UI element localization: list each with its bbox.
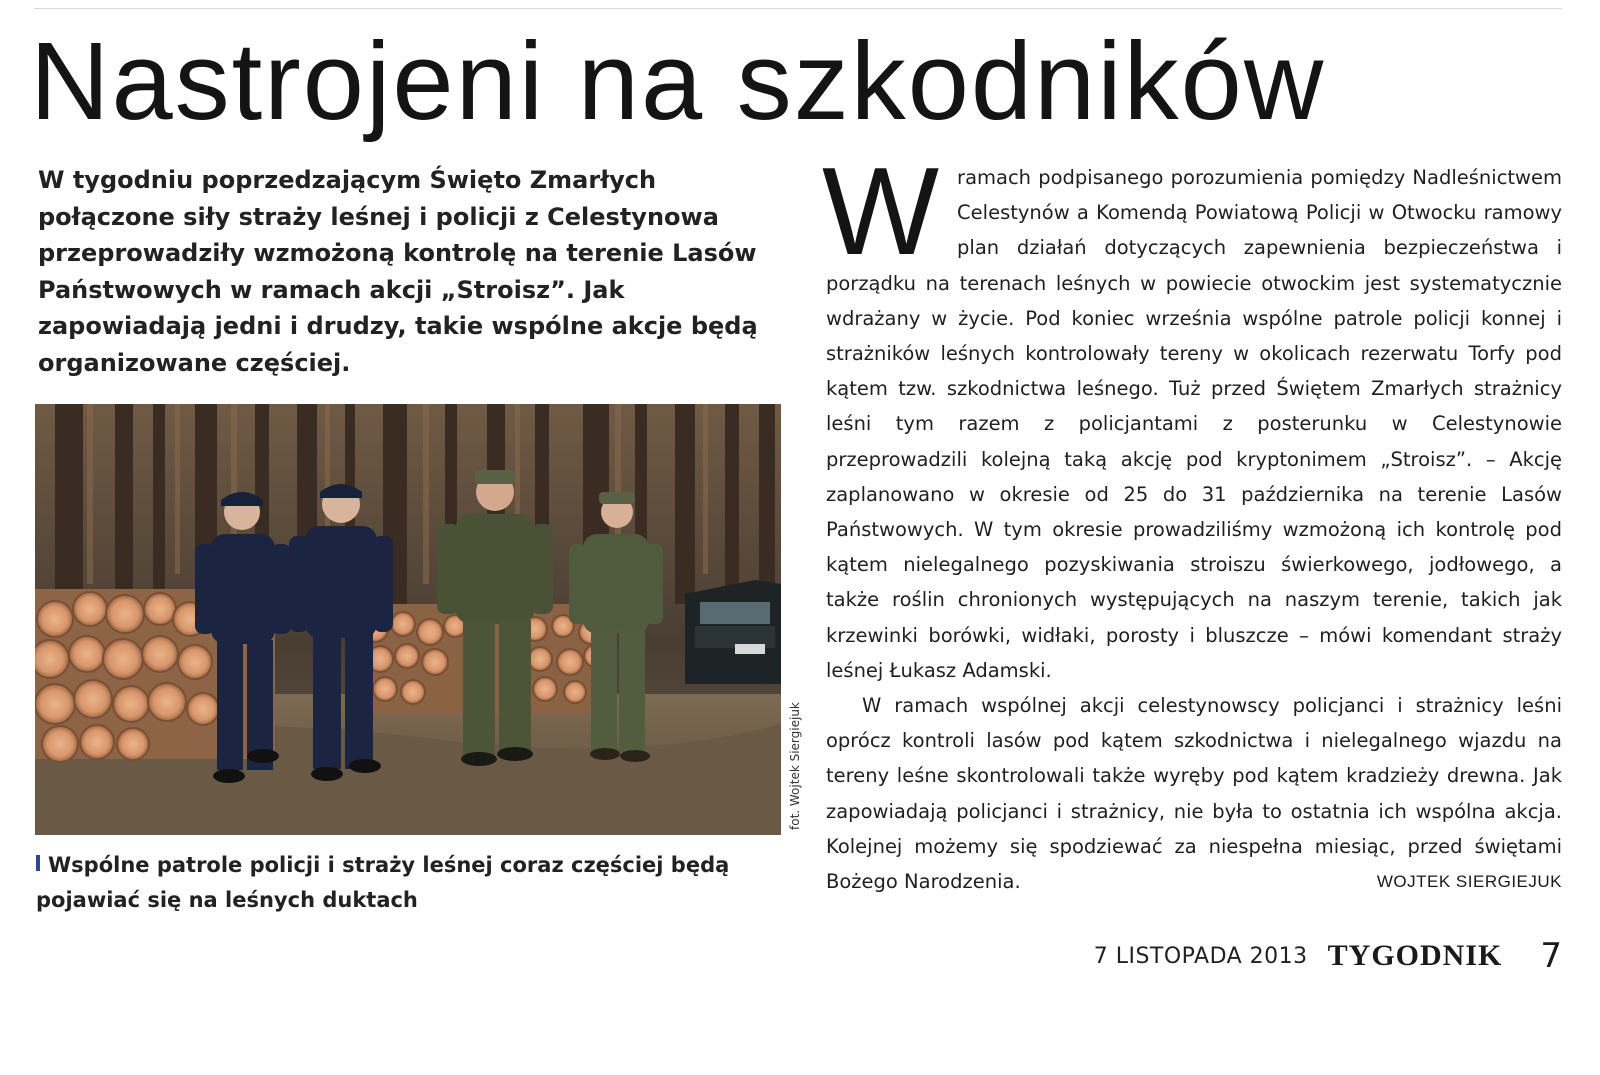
photo-caption-text: Wspólne patrole policji i straży leśnej coraz częściej będą pojawiać się na leśnych duktach [36,853,730,912]
dropcap: W [822,143,940,281]
article-paragraph-2-text: W ramach wspólnej akcji celestynowscy policjanci i strażnicy leśni oprócz kontroli lasów pod kątem szkodnictwa i nielegalnego wjazdu na tereny leśne skontrolowali także wyręby pod kątem kradzieży drewna. Jak zapowiadają policjanci i strażnicy, nie była to ostatnia ich wspólna akcja. Kolejnej możemy się spodziewać za niespełna miesiąc, przed świętami Bożego Narodzenia. [826,694,1562,894]
photo-caption [36,848,756,918]
article-paragraph-1-text: ramach podpisanego porozumienia pomiędzy Nadleśnictwem Celestynów a Komendą Powiatową Policji w Otwocku ramowy plan działań dotyczących zapewnienia bezpieczeństwa i porządku na terenach leśnych w powiecie otwockim jest systematycznie wdrażany w życie. Pod koniec września wspólne patrole policji konnej i strażników leśnych kontrolowały tereny w okolicach rezerwatu Torfy pod kątem tzw. szkodnictwa leśnego. Tuż przed Świętem Zmarłych strażnicy leśni tym razem z policjantami z posterunku w Celestynowie przeprowadzili kolejną taką akcję pod kryptonimem „Stroisz”. – Akcję zaplanowano w okresie od 25 do 31 października na terenie Lasów Państwowych. W tym okresie prowadziliśmy wzmożoną ich kontrolę pod kątem nielegalnego pozyskiwania stroiszu świerkowego, jodłowego, a także roślin chronionych występujących na naszym terenie, takich jak krzewinki borówki, widłaki, porosty i bluszcze – mówi komendant straży leśnej Łukasz Adamski. [826,166,1562,682]
article-paragraph-2 [826,688,1562,899]
photo-credit: fot. Wojtek Siergiejuk [788,702,802,830]
lead-paragraph: W tygodniu poprzedzającym Święto Zmarłych połączone siły straży leśnej i policji z Celestynowa przeprowadziły wzmożoną kontrolę na terenie Lasów Państwowych w ramach akcji „Stroisz”. Jak zapowiadają jedni i drudzy, takie wspólne akcje będą organizowane częściej. [38,166,758,377]
article-body [822,143,1562,899]
article-paragraph-1 [822,143,1562,688]
issue-date: 7 LISTOPADA 2013 [1093,943,1308,969]
page-number: 7 [1540,936,1562,976]
forest-patrol-photo [35,404,781,835]
headline: Nastrojeni na szkodników [30,20,1326,143]
author-byline: WOJTEK SIERGIEJUK [1376,872,1562,892]
caption-marker-icon [36,855,40,871]
publication-logo: TYGODNIK [1327,939,1503,972]
page-footer [1094,936,1562,976]
top-rule [34,8,1562,9]
